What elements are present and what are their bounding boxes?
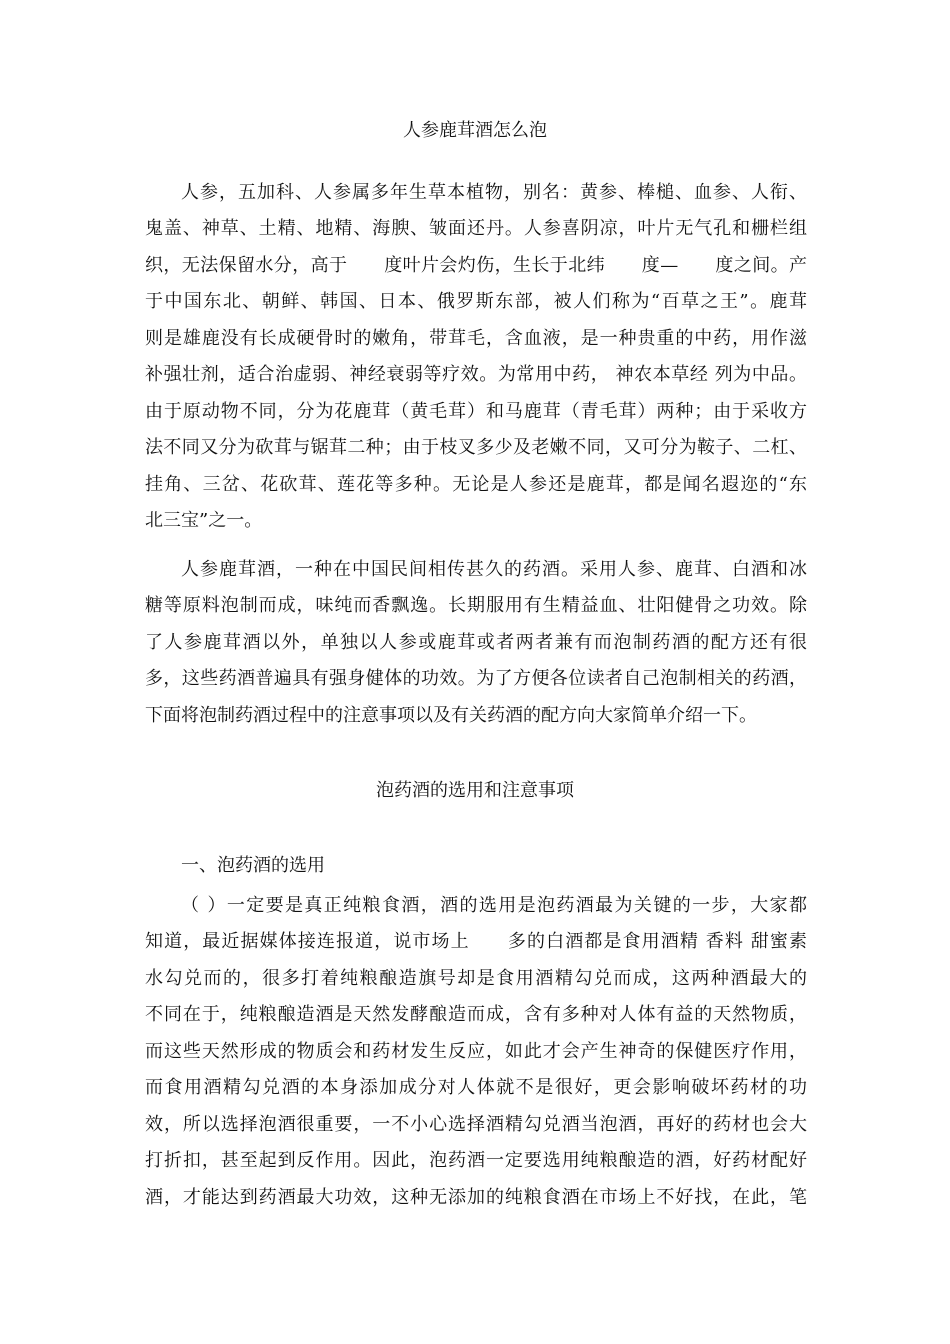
subheading: 一、泡药酒的选用 — [181, 855, 325, 876]
paragraph-line: 织，无法保留水分，高于 度叶片会灼伤，生长于北纬 度— 度之间。产 — [145, 255, 807, 276]
paragraph-line: 挂角、三岔、花砍茸、莲花等多种。无论是人参还是鹿茸，都是闻名遐迩的“东 — [145, 474, 807, 495]
paragraph-line: 水勾兑而的，很多打着纯粮酿造旗号却是食用酒精勾兑而成，这两种酒最大的 — [145, 968, 807, 989]
paragraph-line: 多，这些药酒普遍具有强身健体的功效。为了方便各位读者自己泡制相关的药酒， — [145, 668, 807, 689]
section-heading: 泡药酒的选用和注意事项 — [376, 780, 574, 801]
paragraph-line: 糖等原料泡制而成，味纯而香飘逸。长期服用有生精益血、壮阳健骨之功效。除 — [145, 595, 807, 616]
paragraph-line: 人参，五加科、人参属多年生草本植物，别名：黄参、棒槌、血参、人衔、 — [181, 182, 807, 203]
paragraph-line: 了人参鹿茸酒以外，单独以人参或鹿茸或者两者兼有而泡制药酒的配方还有很 — [145, 632, 807, 653]
paragraph-line: 由于原动物不同，分为花鹿茸（黄毛茸）和马鹿茸（青毛茸）两种；由于采收方 — [145, 401, 807, 422]
paragraph-line: 法不同又分为砍茸与锯茸二种；由于枝叉多少及老嫩不同，又可分为鞍子、二杠、 — [145, 437, 807, 458]
paragraph-line: 不同在于，纯粮酿造酒是天然发酵酿造而成，含有多种对人体有益的天然物质， — [145, 1004, 807, 1025]
paragraph-line: 北三宝”之一。 — [145, 510, 263, 531]
paragraph-line: 补强壮剂，适合治虚弱、神经衰弱等疗效。为常用中药， 神农本草经 列为中品。 — [145, 364, 807, 385]
paragraph-line: 打折扣，甚至起到反作用。因此，泡药酒一定要选用纯粮酿造的酒，好药材配好 — [145, 1150, 807, 1171]
paragraph-line: 人参鹿茸酒，一种在中国民间相传甚久的药酒。采用人参、鹿茸、白酒和冰 — [181, 559, 807, 580]
paragraph-line: 而食用酒精勾兑酒的本身添加成分对人体就不是很好，更会影响破坏药材的功 — [145, 1077, 807, 1098]
paragraph-line: （ ）一定要是真正纯粮食酒，酒的选用是泡药酒最为关键的一步，大家都 — [181, 895, 807, 916]
paragraph-line: 效，所以选择泡酒很重要，一不小心选择酒精勾兑酒当泡酒，再好的药材也会大 — [145, 1114, 807, 1135]
document-title: 人参鹿茸酒怎么泡 — [403, 120, 547, 141]
paragraph-line: 酒，才能达到药酒最大功效，这种无添加的纯粮食酒在市场上不好找，在此，笔 — [145, 1187, 807, 1208]
paragraph-line: 而这些天然形成的物质会和药材发生反应，如此才会产生神奇的保健医疗作用， — [145, 1041, 807, 1062]
paragraph-line: 鬼盖、神草、土精、地精、海腴、皱面还丹。人参喜阴凉，叶片无气孔和栅栏组 — [145, 218, 807, 239]
paragraph-line: 则是雄鹿没有长成硬骨时的嫩角，带茸毛，含血液，是一种贵重的中药，用作滋 — [145, 328, 807, 349]
paragraph-line: 于中国东北、朝鲜、韩国、日本、俄罗斯东部，被人们称为“百草之王”。鹿茸 — [145, 291, 807, 312]
paragraph-line: 下面将泡制药酒过程中的注意事项以及有关药酒的配方向大家简单介绍一下。 — [145, 705, 757, 726]
paragraph-line: 知道，最近据媒体接连报道，说市场上 多的白酒都是食用酒精 香料 甜蜜素 — [145, 931, 807, 952]
